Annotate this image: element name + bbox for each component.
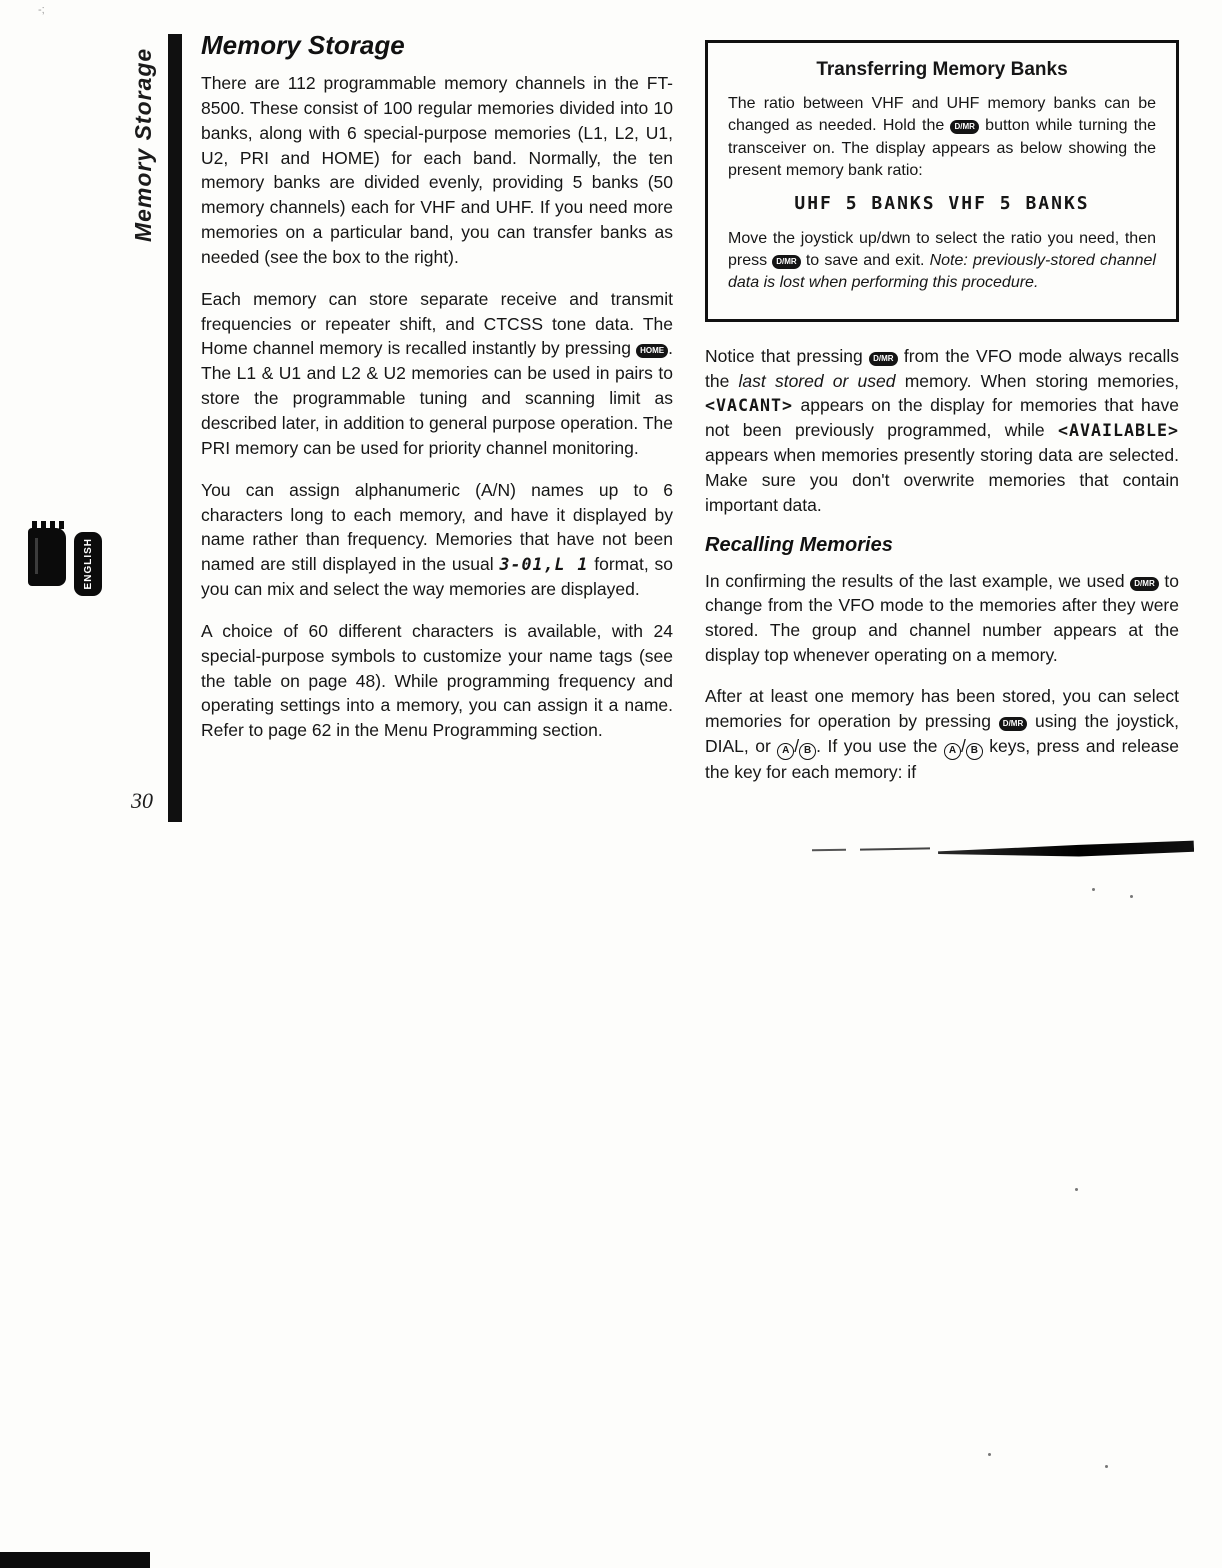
a-key-icon: A	[777, 743, 794, 760]
dmr-button-icon: D/MR	[1130, 577, 1158, 591]
paragraph-text: Each memory can store separate receive and transmit frequencies or repeater shift, and CTCSS tone data. The Home channel memory is recalled instantly by pressing	[201, 288, 673, 359]
paragraph-text: Move the joystick up/dwn to select the ratio you need, then press	[728, 229, 1156, 269]
paragraph-text: /	[960, 735, 966, 756]
paragraph: A choice of 60 different characters is available, with 24 special-purpose symbols to customize your name tags (see the table on page 48). While programming frequency and operating settings into a memory, you can assign it a name. Refer to page 62 in the Menu Programming section.	[201, 620, 673, 741]
english-badge	[74, 532, 102, 596]
scan-dot	[988, 1453, 991, 1456]
subsection-heading: Recalling Memories	[705, 533, 893, 556]
paragraph	[201, 478, 673, 602]
paragraph-text: In confirming the results of the last example, we used	[705, 570, 1131, 591]
section-vertical-label: Memory Storage	[130, 47, 156, 242]
box-paragraph	[728, 93, 1156, 183]
box-paragraph	[728, 228, 1156, 295]
page-title: Memory Storage	[201, 30, 405, 60]
paragraph-text: appears when memories presently storing data are selected. Make sure you don't overwrite memories that contain important data.	[705, 445, 1179, 515]
paragraph-text: format, so you can mix and select the way memories are displayed.	[201, 554, 673, 600]
lcd-channel-label: 3-01,L 1	[499, 555, 589, 575]
paragraph	[705, 344, 1179, 518]
home-button-icon: HOME	[636, 344, 668, 358]
paragraph-text: . If you use the	[816, 735, 944, 756]
scan-dot	[1105, 1465, 1108, 1468]
dmr-button-icon: D/MR	[772, 255, 800, 269]
paragraph	[201, 287, 673, 461]
note-text: Note: previously-stored channel data is lost when performing this procedure.	[728, 251, 1156, 292]
scan-edge-artifact	[0, 1552, 150, 1568]
dmr-button-icon: D/MR	[869, 352, 897, 366]
left-column	[201, 30, 673, 760]
paragraph	[705, 569, 1179, 668]
paragraph-text: /	[794, 735, 800, 756]
paragraph-text: from the VFO mode always recalls the	[705, 345, 1179, 391]
paragraph-text: to save and exit.	[800, 251, 930, 269]
scan-smudge	[812, 840, 1194, 862]
lcd-display-readout	[728, 193, 1156, 214]
paragraph-text: to change from the VFO mode to the memories after they were stored. The group and channel number appears at the display top whenever operating on a memory.	[705, 570, 1179, 666]
lcd-available-label: <AVAILABLE>	[1058, 421, 1179, 441]
connector-icon	[28, 528, 66, 586]
english-badge-label: ENGLISH	[82, 538, 94, 590]
paragraph-text: button while turning the transceiver on. The display appears as below showing the present memory bank ratio:	[728, 117, 1157, 180]
dmr-button-icon: D/MR	[999, 717, 1027, 731]
margin-badges	[28, 520, 118, 604]
scan-dot	[1092, 888, 1095, 891]
lcd-text: UHF 5 BANKS VHF 5 BANKS	[794, 192, 1090, 214]
dmr-button-icon: D/MR	[950, 120, 978, 134]
paragraph-text: You can assign alphanumeric (A/N) names up to 6 characters long to each memory, and have it displayed by name rather than frequency. Memories that have not been named are still displayed in the usual	[201, 479, 673, 575]
emphasis-text: last stored or used	[738, 370, 896, 391]
scan-mark: -;	[38, 4, 45, 16]
paragraph-text: After at least one memory has been stored, you can select memories for operation by pressing	[705, 686, 1179, 731]
paragraph-text: The ratio between VHF and UHF memory banks can be changed as needed. Hold the	[728, 95, 1156, 135]
paragraph-text: keys, press and release the key for each memory: if	[705, 735, 1179, 782]
right-column	[705, 40, 1179, 801]
transferring-memory-banks-box	[705, 40, 1179, 322]
b-key-icon: B	[966, 743, 983, 760]
paragraph-text: memory. When storing memories,	[895, 370, 1179, 391]
lcd-vacant-label: <VACANT>	[705, 396, 793, 416]
box-title: Transferring Memory Banks	[816, 59, 1068, 80]
paragraph	[705, 684, 1179, 785]
page-number: 30	[131, 788, 153, 813]
section-edge-bar	[168, 34, 182, 822]
scan-dot	[1075, 1188, 1078, 1191]
paragraph-text: using the joystick, DIAL, or	[705, 710, 1180, 756]
paragraph-text: . The L1 & U1 and L2 & U2 memories can be used in pairs to store the programmable tuning and scanning limit as described later, in addition to general purpose operation. The PRI memory can be used for priority channel monitoring.	[201, 338, 673, 458]
paragraph: There are 112 programmable memory channels in the FT-8500. These consist of 100 regular memories divided into 10 banks, along with 6 special-purpose memories (L1, L2, U1, U2, PRI and HOME) for each band. Normally, the ten memory banks are divided evenly, providing 5 banks (50 memory channels) each for VHF and UHF. If you need more memories on a particular band, you can transfer banks as needed (see the box to the right).	[201, 73, 673, 267]
paragraph-text: Notice that pressing	[705, 345, 870, 366]
a-key-icon: A	[944, 743, 961, 760]
scan-dot	[1130, 895, 1133, 898]
b-key-icon: B	[799, 743, 816, 760]
paragraph-text: appears on the display for memories that have not been previously programmed, while	[705, 395, 1179, 441]
